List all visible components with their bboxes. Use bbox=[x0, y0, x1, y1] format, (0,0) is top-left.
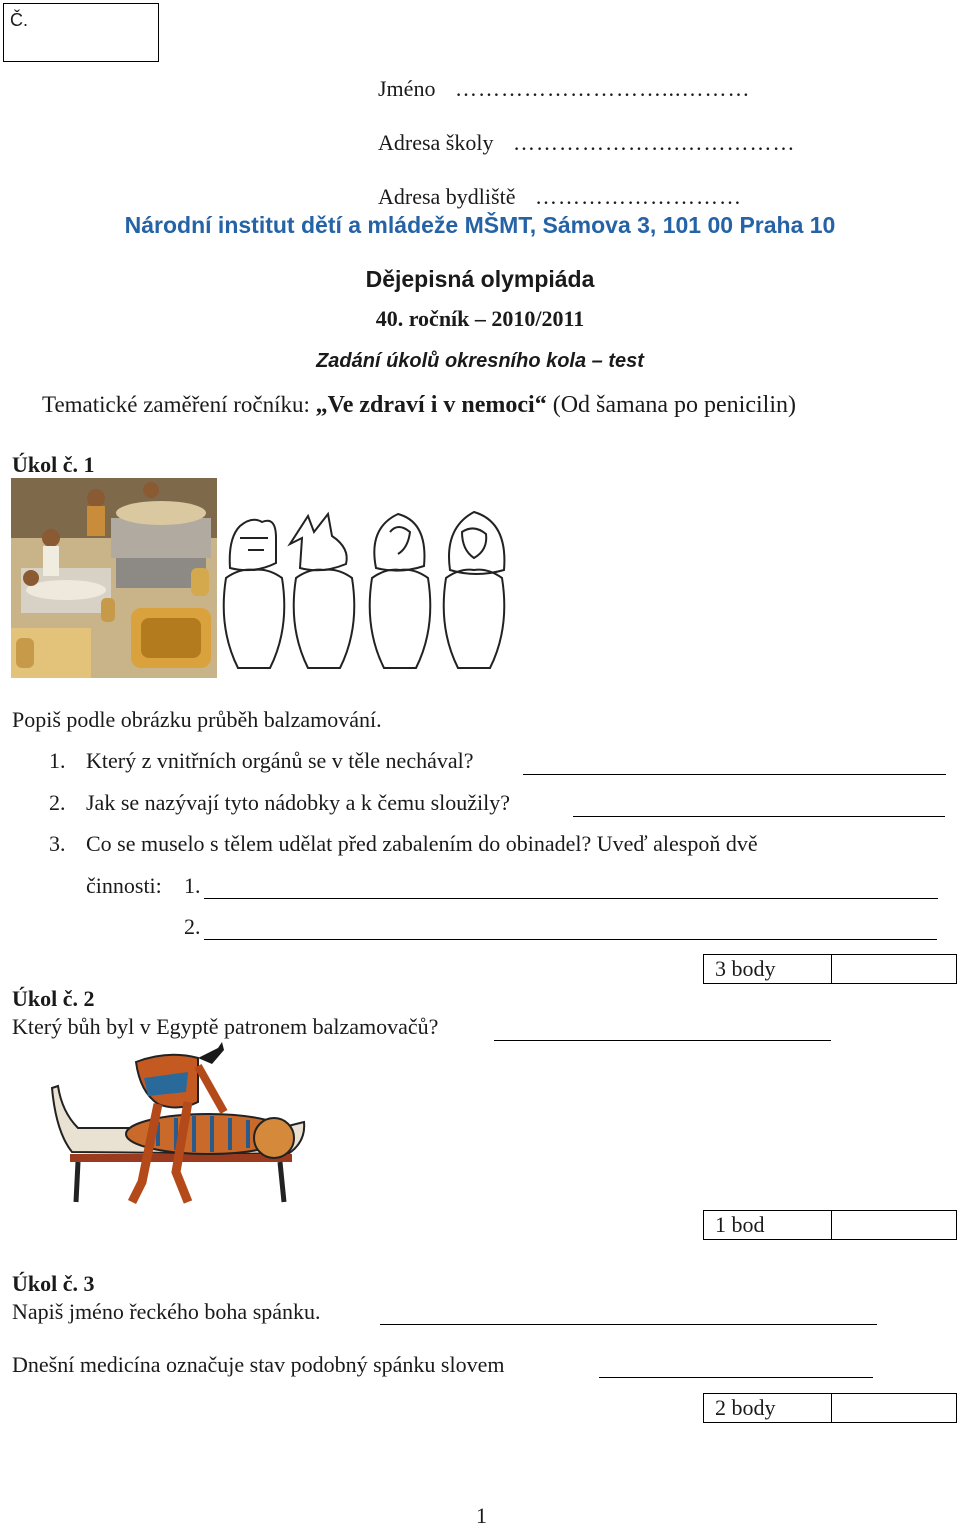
embalming-scene-image bbox=[11, 478, 217, 678]
task3-score-box bbox=[703, 1393, 957, 1423]
task2-question: Který bůh byl v Egyptě patronem balzamovačů? bbox=[12, 1014, 439, 1039]
school-address-dots: ………………….…………… bbox=[512, 130, 796, 155]
task1-q2-text: Jak se nazývají tyto nádobky a k čemu sloužily? bbox=[86, 790, 510, 815]
task1-q1-answer-line[interactable] bbox=[523, 774, 946, 775]
task1-q3-continuation: činnosti: bbox=[86, 873, 162, 898]
assignment-title: Zadání úkolů okresního kola – test bbox=[316, 350, 644, 372]
corner-label: Č. bbox=[10, 10, 28, 30]
home-address-dots: ……………………… bbox=[534, 184, 742, 209]
task2-score-field[interactable] bbox=[832, 1211, 956, 1239]
name-field[interactable] bbox=[378, 76, 750, 102]
home-address-label: Adresa bydliště bbox=[378, 184, 516, 209]
page-number: 1 bbox=[476, 1503, 487, 1528]
theme-suffix: (Od šamana po penicilin) bbox=[546, 392, 796, 418]
canopic-jars-image bbox=[218, 508, 518, 680]
anubis-embalming-image bbox=[48, 1042, 310, 1210]
task1-activity2-answer-line[interactable] bbox=[204, 939, 937, 940]
school-address-field[interactable] bbox=[378, 130, 795, 156]
task1-q1-text: Který z vnitřních orgánů se v těle nechával? bbox=[86, 748, 474, 773]
task3-q1-text: Napiš jméno řeckého boha spánku. bbox=[12, 1299, 321, 1324]
task2-score-box bbox=[703, 1210, 957, 1240]
task1-q2-answer-line[interactable] bbox=[573, 816, 945, 817]
name-dots: ………………………...……… bbox=[454, 76, 751, 101]
task1-title: Úkol č. 1 bbox=[12, 452, 95, 477]
task2-score-label: 1 bod bbox=[704, 1211, 832, 1239]
task1-score-field[interactable] bbox=[832, 955, 956, 983]
task3-q2-text: Dnešní medicína označuje stav podobný spánku slovem bbox=[12, 1352, 505, 1377]
task2-title: Úkol č. 2 bbox=[12, 986, 95, 1011]
task1-q3-text: Co se muselo s tělem udělat před zabalením do obinadel? Uveď alespoň dvě bbox=[86, 831, 758, 856]
theme-prefix: Tematické zaměření ročníku: bbox=[42, 392, 316, 417]
home-address-field[interactable] bbox=[378, 184, 742, 210]
corner-box bbox=[3, 3, 159, 62]
task1-activity1-answer-line[interactable] bbox=[204, 898, 938, 899]
name-label: Jméno bbox=[378, 76, 436, 101]
theme-quote: „Ve zdraví i v nemoci“ bbox=[315, 392, 547, 418]
task1-q1-number: 1. bbox=[49, 748, 66, 773]
task1-intro: Popiš podle obrázku průběh balzamování. bbox=[12, 707, 382, 732]
task3-q1-answer-line[interactable] bbox=[380, 1324, 877, 1325]
task3-score-label: 2 body bbox=[704, 1394, 832, 1422]
task3-q2-answer-line[interactable] bbox=[599, 1377, 873, 1378]
school-address-label: Adresa školy bbox=[378, 130, 494, 155]
task1-score-box bbox=[703, 954, 957, 984]
task3-score-field[interactable] bbox=[832, 1394, 956, 1422]
task3-title: Úkol č. 3 bbox=[12, 1271, 95, 1296]
institute-line: Národní institut dětí a mládeže MŠMT, Sámova 3, 101 00 Praha 10 bbox=[124, 212, 836, 238]
task2-answer-line[interactable] bbox=[494, 1040, 831, 1041]
theme-line bbox=[42, 392, 796, 419]
task1-q2-number: 2. bbox=[49, 790, 66, 815]
olympiad-title: Dějepisná olympiáda bbox=[365, 266, 595, 292]
task1-activity2-number: 2. bbox=[184, 914, 201, 939]
year-line: 40. ročník – 2010/2011 bbox=[375, 306, 585, 331]
task1-q3-number: 3. bbox=[49, 831, 66, 856]
task1-score-label: 3 body bbox=[704, 955, 832, 983]
task1-activity1-number: 1. bbox=[184, 873, 201, 898]
